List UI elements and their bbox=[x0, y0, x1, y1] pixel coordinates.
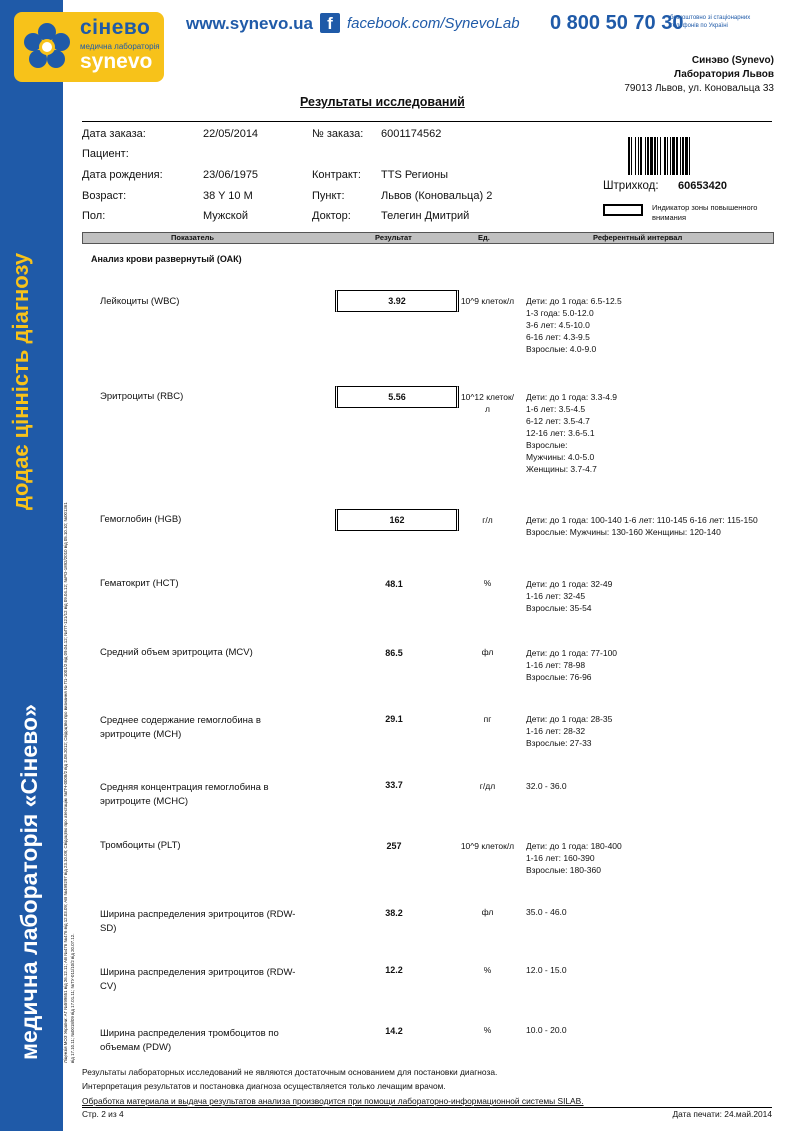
indicator-name: Лейкоциты (WBC) bbox=[100, 296, 180, 307]
lab-department: Лаборатория Львов bbox=[674, 69, 774, 80]
unit: фл bbox=[481, 907, 494, 917]
page-number: Стр. 2 из 4 bbox=[82, 1109, 124, 1119]
brand-latin: synevo bbox=[80, 50, 153, 73]
page-title: Результаты исследований bbox=[300, 95, 465, 109]
sex: Мужской bbox=[203, 210, 248, 222]
result-value: 12.2 bbox=[385, 965, 403, 975]
footer-divider bbox=[82, 1107, 772, 1108]
unit: % bbox=[483, 965, 492, 975]
patient-label: Пациент: bbox=[82, 148, 129, 160]
phone-number: 0 800 50 70 30 bbox=[550, 12, 684, 34]
result-value: 33.7 bbox=[385, 780, 403, 790]
doctor: Телегин Дмитрий bbox=[381, 210, 470, 222]
license-text: Ліцензія МОЗ України: АГ №599651 від 26.12.11; АВ №476 №476 від 12.03.09; АВ №499297 від 23.10.09; Свідоцтво про атестацію №ПЧ-0008/2 від 2.08.2012; Свідоцтво про визнання № П1-1001/2 від 09.04.12; №ПТ-121/12 від 09.04.12; №РО-1892/2010 від 05.10.10; №001361 bbox=[63, 502, 68, 1063]
order-date-label: Дата заказа: bbox=[82, 128, 146, 140]
header-unit: Ед. bbox=[478, 233, 490, 242]
flower-logo-icon bbox=[22, 22, 72, 72]
side-lab-title: медична лабораторія «Сінево» bbox=[16, 704, 42, 1060]
order-date: 22/05/2014 bbox=[203, 128, 259, 140]
point: Львов (Коновальца) 2 bbox=[381, 190, 493, 202]
website-link[interactable]: www.synevo.ua bbox=[186, 14, 313, 33]
reference-interval: 35.0 - 46.0 bbox=[526, 907, 567, 917]
reference-interval: Дети: до 1 года: 180-400 1-16 лет: 160-390 Взрослые: 180-360 bbox=[526, 841, 622, 875]
barcode-image bbox=[628, 137, 728, 175]
brand-name: сінево bbox=[80, 16, 151, 39]
reference-interval: Дети: до 1 года: 32-49 1-16 лет: 32-45 Взрослые: 35-54 bbox=[526, 579, 613, 613]
result-value: 86.5 bbox=[385, 648, 403, 658]
unit: фл bbox=[481, 647, 494, 657]
result-value: 162 bbox=[335, 509, 459, 531]
result-value: 14.2 bbox=[385, 1026, 403, 1036]
header-reference: Референтный интервал bbox=[593, 233, 683, 242]
indicator-name: Тромбоциты (PLT) bbox=[100, 840, 181, 851]
result-value: 48.1 bbox=[385, 579, 403, 589]
facebook-icon[interactable]: f bbox=[320, 13, 340, 33]
barcode-label: Штрихкод: bbox=[603, 180, 659, 192]
result-value: 257 bbox=[386, 841, 402, 851]
reference-interval: Дети: до 1 года: 100-140 1-6 лет: 110-145 6-16 лет: 115-150 Взрослые: Мужчины: 130-160 Женщины: 120-140 bbox=[526, 515, 758, 537]
indicator-name: Гематокрит (HCT) bbox=[100, 578, 179, 589]
age: 38 Y 10 M bbox=[203, 190, 253, 202]
indicator-name: Средняя концентрация гемоглобина в эритроците (MCHC) bbox=[100, 782, 269, 807]
reference-interval: 10.0 - 20.0 bbox=[526, 1025, 567, 1035]
attention-indicator-box bbox=[603, 204, 643, 216]
result-value: 3.92 bbox=[335, 290, 459, 312]
indicator-name: Ширина распределения тромбоцитов по объемам (PDW) bbox=[100, 1028, 279, 1053]
contract: ТТS Регионы bbox=[381, 169, 449, 181]
unit: 10^9 клеток/л bbox=[460, 841, 515, 851]
table-header bbox=[82, 232, 774, 244]
order-no: 6001174562 bbox=[381, 128, 442, 140]
header-indicator: Показатель bbox=[171, 233, 215, 242]
lab-address: 79013 Львов, ул. Коновальца 33 bbox=[624, 83, 774, 94]
indicator-name: Эритроциты (RBC) bbox=[100, 391, 184, 402]
dob-label: Дата рождения: bbox=[82, 169, 163, 181]
unit: г/л bbox=[482, 515, 493, 525]
disclaimer-2: Интерпретация результатов и постановка диагноза осуществляется только лечащим врачом. bbox=[82, 1081, 446, 1091]
reference-interval: 32.0 - 36.0 bbox=[526, 781, 567, 791]
divider bbox=[82, 121, 772, 122]
age-label: Возраст: bbox=[82, 190, 127, 202]
lab-name: Синэво (Synevo) bbox=[691, 55, 774, 66]
doctor-label: Доктор: bbox=[312, 210, 351, 222]
unit: г/дл bbox=[479, 781, 496, 791]
indicator-name: Гемоглобин (HGB) bbox=[100, 514, 182, 525]
side-slogan: додає цінність діагнозу bbox=[8, 252, 33, 510]
side-band bbox=[0, 0, 63, 1131]
unit: 10^9 клеток/л bbox=[460, 296, 515, 306]
brand-subtitle: медична лабораторія bbox=[80, 42, 160, 51]
indicator-name: Ширина распределения эритроцитов (RDW-CV) bbox=[100, 967, 296, 992]
print-date: Дата печати: 24.май.2014 bbox=[672, 1109, 772, 1119]
sex-label: Пол: bbox=[82, 210, 106, 222]
contract-label: Контракт: bbox=[312, 169, 361, 181]
unit: пг bbox=[483, 714, 492, 724]
license-text-2: від 17.10.11; №0018/09 від 17.01.11; №ТУ-011/10/2 від 20.07.12. bbox=[70, 933, 75, 1063]
dob: 23/06/1975 bbox=[203, 169, 259, 181]
facebook-link[interactable]: facebook.com/SynevoLab bbox=[347, 15, 520, 32]
indicator-name: Ширина распределения эритроцитов (RDW-SD) bbox=[100, 909, 296, 934]
header-result: Результат bbox=[375, 233, 412, 242]
result-value: 29.1 bbox=[385, 714, 403, 724]
order-no-label: № заказа: bbox=[312, 128, 364, 140]
logo bbox=[14, 12, 164, 82]
unit: % bbox=[483, 1025, 492, 1035]
reference-interval: Дети: до 1 года: 28-35 1-16 лет: 28-32 Взрослые: 27-33 bbox=[526, 714, 613, 748]
section-title: Анализ крови развернутый (ОАК) bbox=[91, 254, 242, 264]
reference-interval: Дети: до 1 года: 6.5-12.5 1-3 года: 5.0-12.0 3-6 лет: 4.5-10.0 6-16 лет: 4.3-9.5 Взрослые: 4.0-9.0 bbox=[526, 296, 622, 354]
disclaimer-1: Результаты лабораторных исследований не являются достаточным основанием для постановки диагноза. bbox=[82, 1067, 498, 1077]
result-value: 38.2 bbox=[385, 908, 403, 918]
indicator-name: Среднее содержание гемоглобина в эритроците (MCH) bbox=[100, 715, 261, 740]
barcode-number: 60653420 bbox=[678, 180, 727, 192]
point-label: Пункт: bbox=[312, 190, 345, 202]
disclaimer-3: Обработка материала и выдача результатов анализа производится при помощи лабораторно-информационной системы SILAB. bbox=[82, 1096, 584, 1106]
unit: 10^12 клеток/л bbox=[460, 392, 515, 414]
reference-interval: 12.0 - 15.0 bbox=[526, 965, 567, 975]
reference-interval: Дети: до 1 года: 3.3-4.9 1-6 лет: 3.5-4.5 6-12 лет: 3.5-4.7 12-16 лет: 3.6-5.1 Взрослые: Мужчины: 4.0-5.0 Женщины: 3.7-4.7 bbox=[526, 392, 618, 474]
result-value: 5.56 bbox=[335, 386, 459, 408]
indicator-name: Средний объем эритроцита (MCV) bbox=[100, 647, 253, 658]
phone-note: безкоштовно зі стаціонарних телефонів по Україні bbox=[670, 15, 751, 29]
reference-interval: Дети: до 1 года: 77-100 1-16 лет: 78-98 Взрослые: 76-96 bbox=[526, 648, 618, 682]
attention-indicator-label: Индикатор зоны повышенного внимания bbox=[652, 203, 758, 222]
unit: % bbox=[483, 578, 492, 588]
